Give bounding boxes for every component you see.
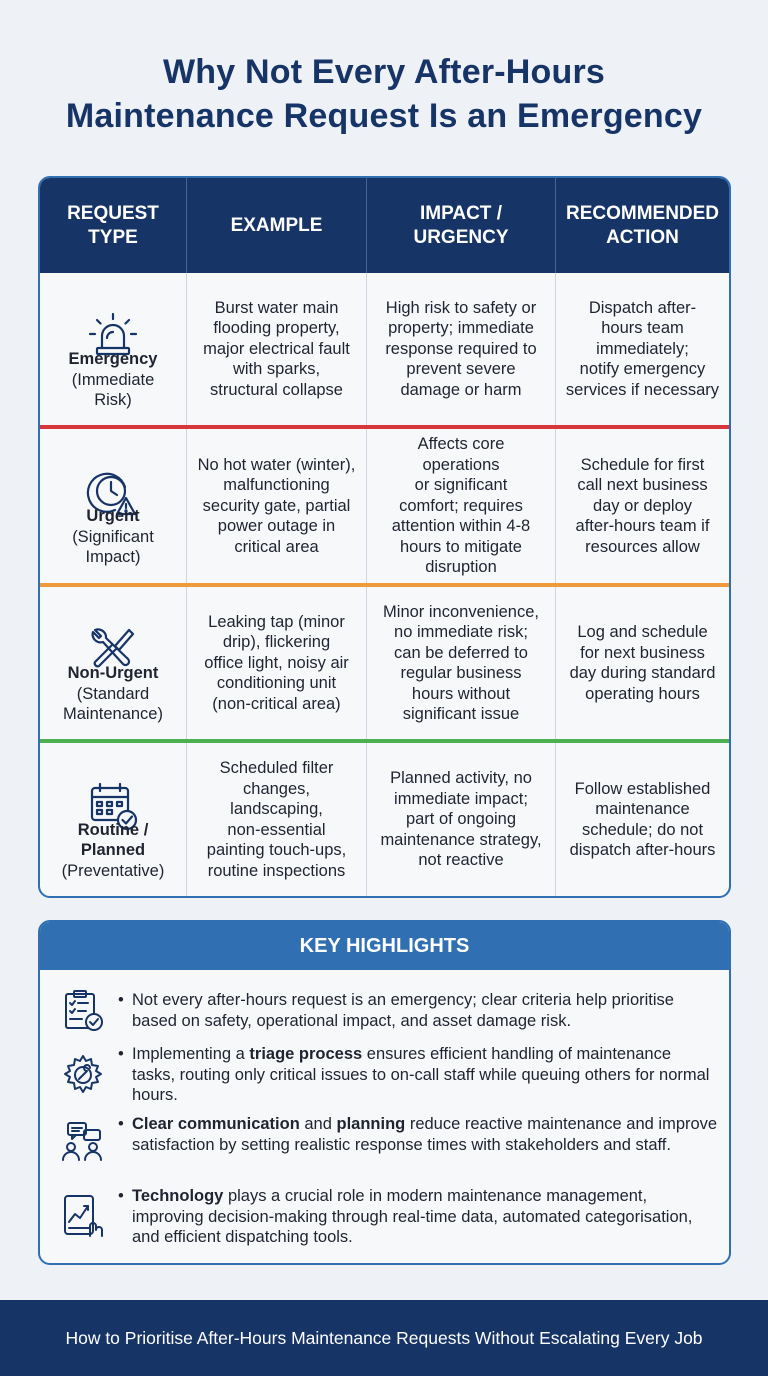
example-urgent: No hot water (winter), malfunctioning security gate, partial power outage in critical area: [187, 429, 367, 583]
header-impact-label: IMPACT / URGENCY: [413, 202, 509, 248]
action-routine: Follow established maintenance schedule; do not dispatch after-hours: [569, 779, 716, 859]
header-recommended-action: [556, 178, 729, 273]
header-request-type-label: REQUEST TYPE: [67, 202, 159, 248]
type-name-emergency: Emergency: [68, 350, 158, 369]
highlight-text-technology: • Technology plays a crucial role in modern maintenance management, improving decision-making through real-time data, automated categorisation, and efficient dispatching tools.: [118, 1187, 693, 1246]
example-non-urgent: Leaking tap (minor drip), flickering office light, noisy air conditioning unit (non-critical area): [187, 587, 367, 739]
highlight-triage-bold: triage process: [249, 1045, 363, 1063]
people-chat-icon: [60, 1120, 106, 1166]
table-row-non-urgent: [40, 587, 729, 739]
tools-icon: [85, 601, 141, 657]
siren-icon: [85, 287, 141, 343]
type-sub-routine: (Preventative): [61, 861, 165, 880]
highlight-triage-pre: Implementing a: [132, 1045, 250, 1063]
type-sub-emergency: (Immediate Risk): [71, 370, 155, 410]
type-cell-non-urgent: [40, 587, 187, 739]
type-cell-routine: [40, 743, 187, 896]
type-name-urgent: Urgent: [86, 507, 140, 526]
type-cell-urgent: [40, 429, 187, 583]
table-row-emergency: [40, 273, 729, 425]
checklist-icon: [60, 988, 106, 1034]
highlight-criteria-text: Not every after-hours request is an emergency; clear criteria help prioritise based on safety, operational impact, and asset damage risk.: [132, 991, 674, 1030]
highlight-text-communication: • Clear communication and planning reduce reactive maintenance and improve satisfaction by setting realistic response times with stakeholders and staff.: [118, 1115, 718, 1154]
action-emergency: Dispatch after- hours team immediately; notify emergency services if necessary: [565, 298, 720, 399]
table-header: [40, 178, 729, 273]
highlight-tech-post: plays a crucial role in modern maintenance management, improving decision-making through real-time data, automated categorisation, and efficient dispatching tools.: [132, 1187, 693, 1246]
action-non-urgent: Log and schedule for next business day during standard operating hours: [569, 623, 716, 703]
request-type-table: [38, 176, 731, 898]
highlight-triage-post: ensures efficient handling of maintenance tasks, routing only critical issues to on-call staff while queuing others for normal hours.: [132, 1045, 710, 1104]
impact-urgent: Affects core operations or significant comfort; requires attention within 4-8 hours to mitigate disruption: [367, 429, 556, 583]
type-name-non-urgent: Non-Urgent: [67, 664, 159, 683]
table-row-urgent: [40, 429, 729, 583]
clock-warning-icon: [85, 444, 141, 500]
example-routine: Scheduled filter changes, landscaping, non-essential painting touch-ups, routine inspections: [187, 743, 367, 896]
example-emergency: Burst water main flooding property, major electrical fault with sparks, structural collapse: [187, 273, 367, 425]
header-action-label: RECOMMENDED ACTION: [565, 202, 720, 248]
highlight-text-criteria: • Not every after-hours request is an emergency; clear criteria help prioritise based on safety, operational impact, and asset damage risk.: [118, 991, 674, 1030]
highlight-comm-post: reduce reactive maintenance and improve satisfaction by setting realistic response times with stakeholders and staff.: [132, 1115, 718, 1154]
title-line-2: Maintenance Request Is an Emergency: [65, 97, 703, 135]
highlight-comm-bold: Clear communication: [132, 1115, 300, 1133]
type-name-routine: Routine / Planned: [77, 820, 149, 860]
type-cell-emergency: [40, 273, 187, 425]
type-sub-non-urgent: (Standard Maintenance): [63, 684, 163, 724]
key-highlights-heading: KEY HIGHLIGHTS: [40, 922, 729, 970]
impact-emergency: High risk to safety or property; immediate response required to prevent severe damage or harm: [367, 273, 556, 425]
action-urgent: Schedule for first call next business day or deploy after-hours team if resources allow: [575, 455, 710, 556]
type-sub-urgent: (Significant Impact): [72, 527, 154, 567]
header-impact-urgency: [367, 178, 556, 273]
table-row-routine: [40, 743, 729, 896]
tablet-chart-icon: [60, 1192, 106, 1238]
impact-non-urgent: Minor inconvenience, no immediate risk; can be deferred to regular business hours without significant issue: [367, 587, 556, 739]
header-example-label: EXAMPLE: [230, 214, 323, 236]
header-request-type: [40, 178, 187, 273]
title-line-1: Why Not Every After-Hours: [162, 53, 606, 91]
footer-text: How to Prioritise After-Hours Maintenance Requests Without Escalating Every Job: [65, 1327, 703, 1348]
header-example: [187, 178, 367, 273]
page-title: [0, 50, 768, 138]
calendar-check-icon: [85, 758, 141, 814]
highlight-text-triage: • Implementing a triage process ensures efficient handling of maintenance tasks, routing only critical issues to on-call staff while queuing others for normal hours.: [118, 1045, 710, 1104]
key-highlights-panel: [38, 920, 731, 1265]
highlight-comm-bold2: planning: [336, 1115, 406, 1133]
highlight-comm-mid: and: [299, 1115, 337, 1133]
gear-wrench-icon: [60, 1052, 106, 1098]
highlight-tech-bold: Technology: [132, 1187, 224, 1205]
impact-routine: Planned activity, no immediate impact; part of ongoing maintenance strategy, not reactive: [367, 743, 556, 896]
footer-banner: [0, 1300, 768, 1376]
